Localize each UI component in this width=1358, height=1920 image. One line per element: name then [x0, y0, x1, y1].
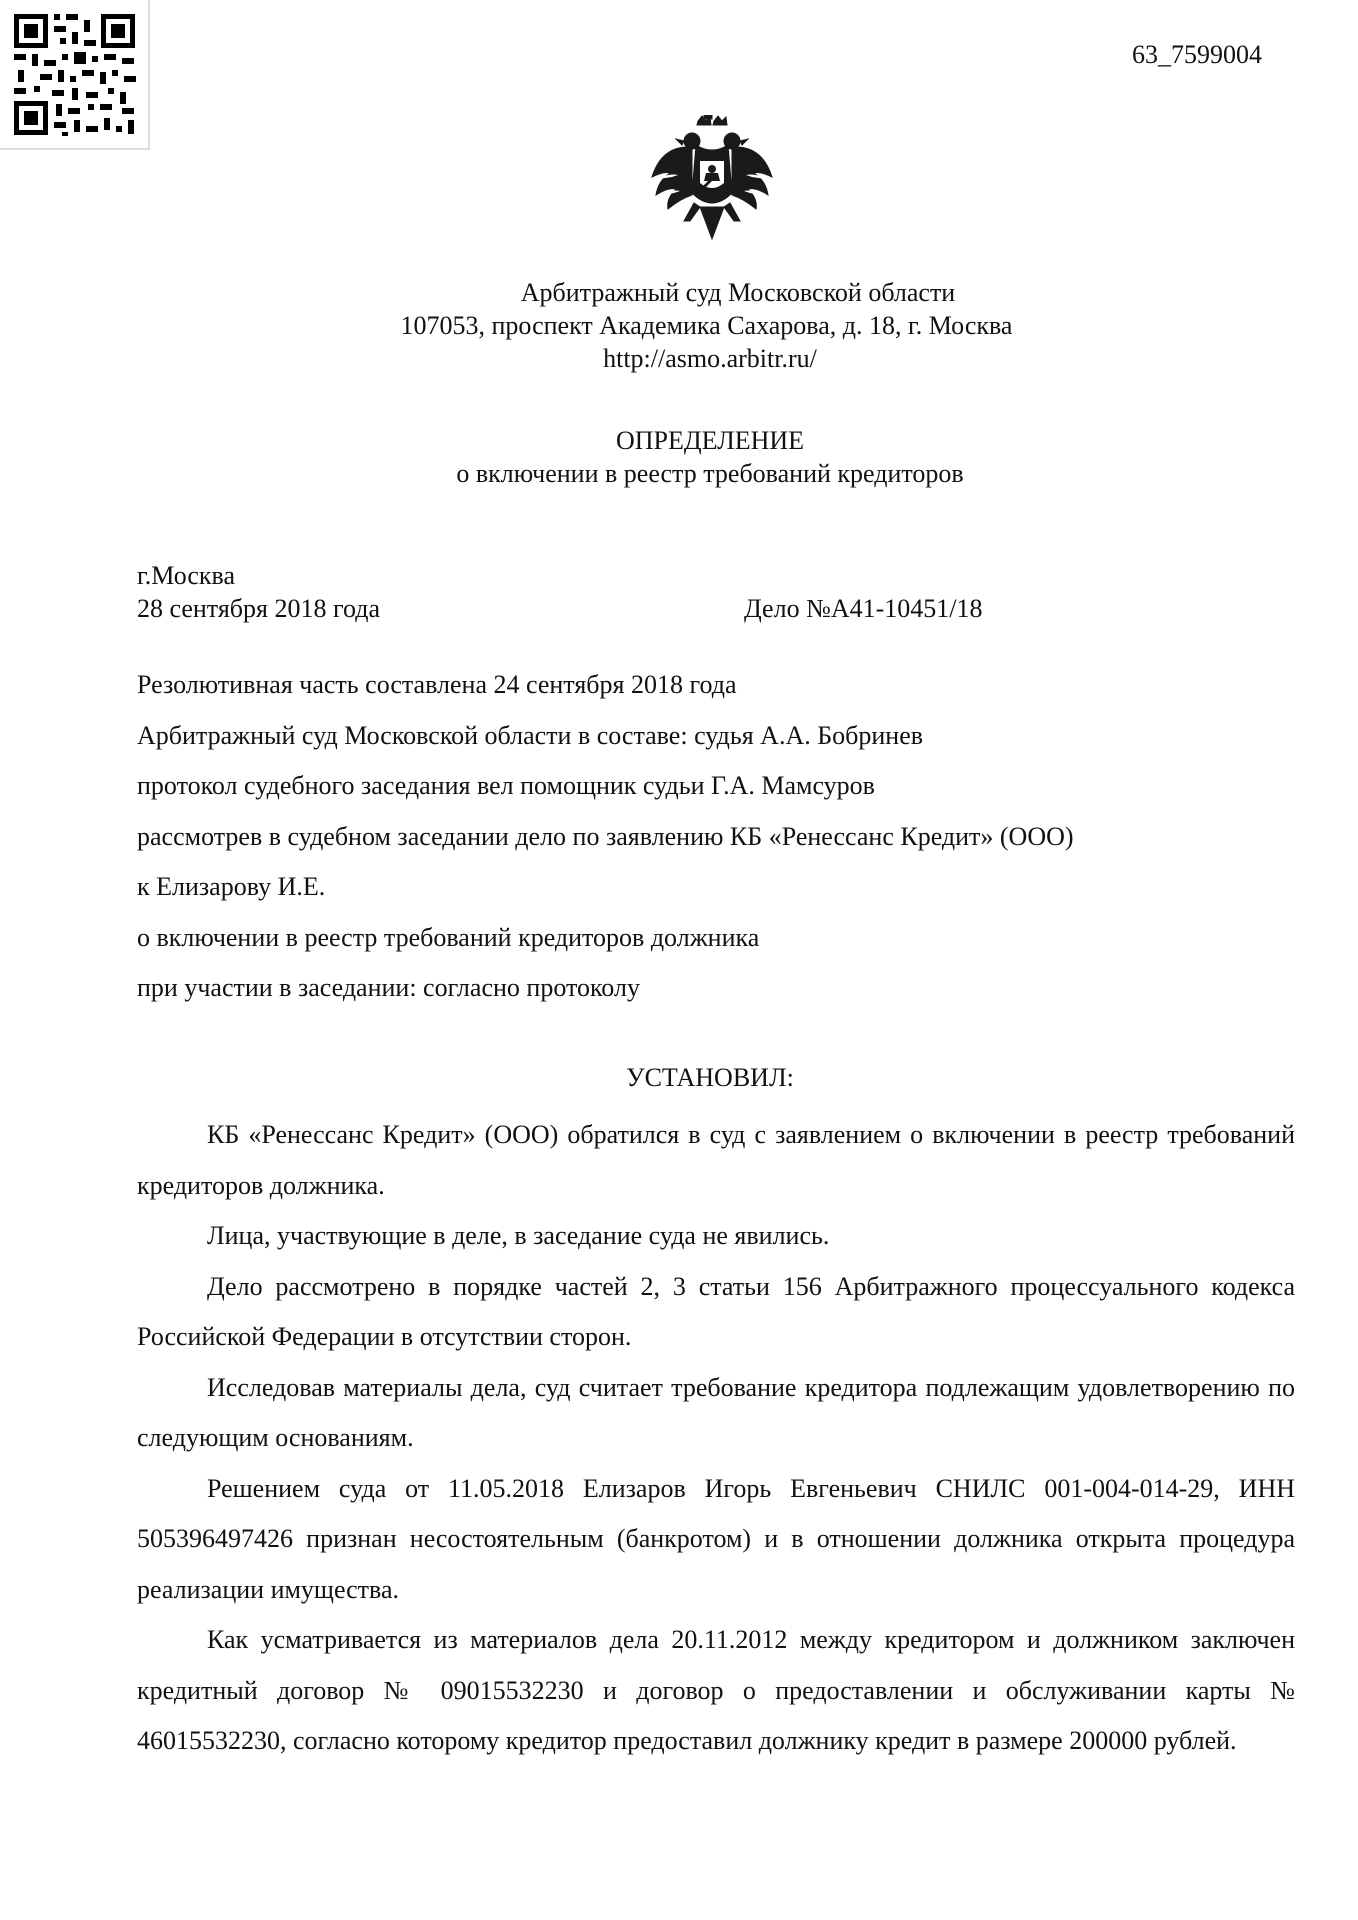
- body-paragraph: Исследовав материалы дела, суд считает требование кредитора подлежащим удовлетворению по следующим основаниям.: [137, 1372, 1295, 1452]
- intro-line: рассмотрев в судебном заседании дело по заявлению КБ «Ренессанс Кредит» (ООО): [137, 821, 1074, 851]
- document-date: 28 сентября 2018 года: [137, 594, 381, 623]
- body-paragraph: Решением суда от 11.05.2018 Елизаров Игорь Евгеньевич СНИЛС 001-004-014-29, ИНН 505396497426 признан несостоятельным (банкротом) и в отношении должника открыта процедура реализации имущества.: [137, 1473, 1295, 1604]
- court-website: http://asmo.arbitr.ru/: [603, 344, 817, 373]
- document-title: ОПРЕДЕЛЕНИЕ: [615, 426, 805, 455]
- intro-block: [137, 660, 1074, 1014]
- court-name: Арбитражный суд Московской области: [520, 278, 956, 307]
- court-header: [0, 276, 1358, 375]
- intro-line: Арбитражный суд Московской области в составе: судья А.А. Бобринев: [137, 720, 924, 750]
- body-paragraph: Как усматривается из материалов дела 20.11.2012 между кредитором и должником заключен кредитный договор № 09015532230 и договор о предоставлении и обслуживании карты № 46015532230, согласно которому кредитор предоставил должнику кредит в размере 200000 рублей.: [137, 1625, 1295, 1755]
- document-title-block: [0, 424, 1358, 490]
- body-paragraph: КБ «Ренессанс Кредит» (ООО) обратился в суд с заявлением о включении в реестр требований кредиторов должника.: [137, 1120, 1295, 1200]
- document-subtitle: о включении в реестр требований кредиторов: [456, 459, 964, 488]
- intro-line: при участии в заседании: согласно протоколу: [137, 973, 640, 1002]
- section-heading: УСТАНОВИЛ:: [626, 1063, 794, 1092]
- intro-line: к Елизарову И.Е.: [137, 872, 326, 901]
- case-number: Дело №А41-10451/18: [744, 594, 983, 623]
- body-paragraph: Лица, участвующие в деле, в заседание суда не явились.: [207, 1221, 830, 1250]
- intro-line: о включении в реестр требований кредиторов должника: [137, 922, 760, 952]
- document-body: [137, 1110, 1295, 1767]
- coat-of-arms-icon: [648, 115, 776, 245]
- court-address: 107053, проспект Академика Сахарова, д. 18, г. Москва: [400, 311, 1013, 340]
- intro-line: Резолютивная часть составлена 24 сентября 2018 года: [137, 670, 737, 699]
- document-number: 63_7599004: [1132, 40, 1262, 69]
- qr-code-icon: [0, 0, 150, 150]
- intro-line: протокол судебного заседания вел помощник судьи Г.А. Мамсуров: [137, 771, 875, 800]
- body-paragraph: Дело рассмотрено в порядке частей 2, 3 статьи 156 Арбитражного процессуального кодекса Российской Федерации в отсутствии сторон.: [137, 1271, 1295, 1351]
- city: г.Москва: [137, 561, 235, 590]
